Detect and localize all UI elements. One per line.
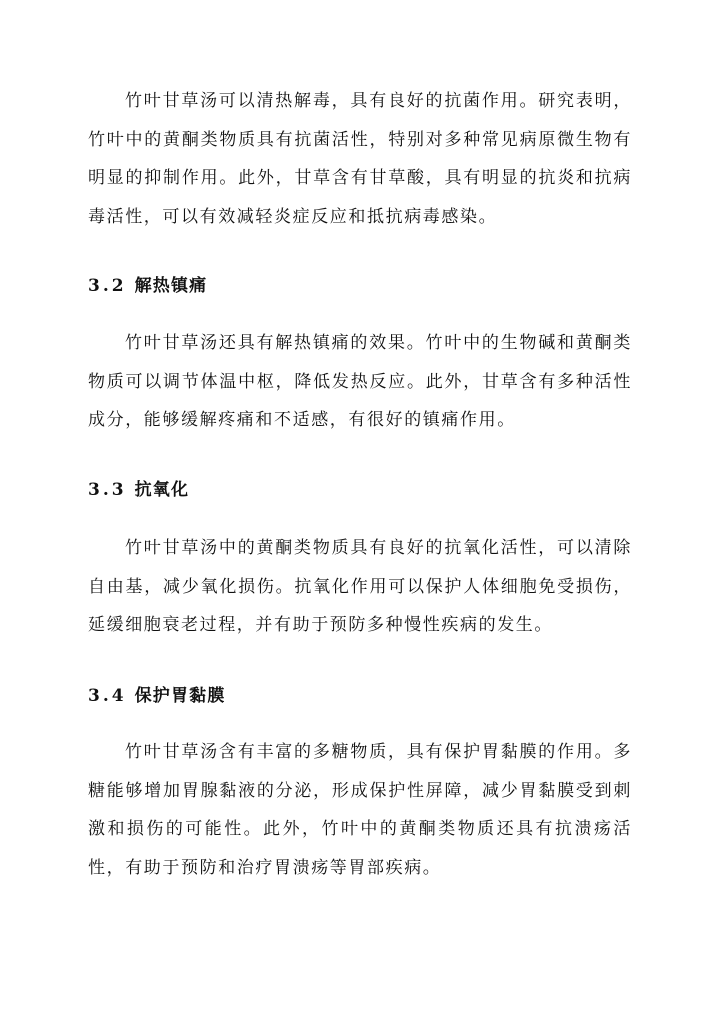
paragraph-antipyretic: 竹叶甘草汤还具有解热镇痛的效果。竹叶中的生物碱和黄酮类物质可以调节体温中枢，降低发热反应。此外，甘草含有多种活性成分，能够缓解疼痛和不适感，有很好的镇痛作用。 [88,333,632,431]
section-number: 3.2 [88,276,127,296]
paragraph-antioxidant: 竹叶甘草汤中的黄酮类物质具有良好的抗氧化活性，可以清除自由基，减少氧化损伤。抗氧化作用可以保护人体细胞免受损伤，延缓细胞衰老过程，并有助于预防多种慢性疾病的发生。 [88,538,632,636]
section-heading-3-3 [88,478,189,502]
paragraph-antibacterial: 竹叶甘草汤可以清热解毒，具有良好的抗菌作用。研究表明，竹叶中的黄酮类物质具有抗菌活性，特别对多种常见病原微生物有明显的抑制作用。此外，甘草含有甘草酸，具有明显的抗炎和抗病毒活性，可以有效减轻炎症反应和抵抗病毒感染。 [88,91,632,227]
section-number: 3.3 [88,480,127,500]
section-title: 保护胃黏膜 [134,686,226,706]
section-title: 抗氧化 [134,480,190,500]
section-heading-3-2 [88,274,207,298]
section-title: 解热镇痛 [134,276,208,296]
paragraph-gastric-protection: 竹叶甘草汤含有丰富的多糖物质，具有保护胃黏膜的作用。多糖能够增加胃腺黏液的分泌，形成保护性屏障，减少胃黏膜受到刺激和损伤的可能性。此外，竹叶中的黄酮类物质还具有抗溃疡活性，有助于预防和治疗胃溃疡等胃部疾病。 [88,742,632,878]
section-heading-3-4 [88,684,226,708]
section-number: 3.4 [88,686,127,706]
